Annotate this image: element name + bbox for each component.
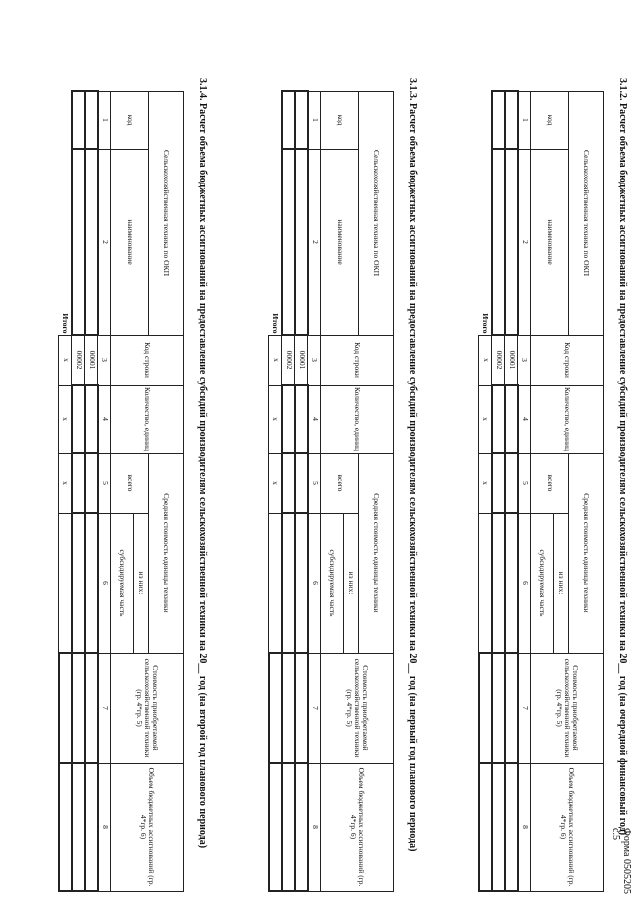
data-cell[interactable] xyxy=(505,763,518,891)
data-cell[interactable] xyxy=(505,653,518,763)
header-code: код xyxy=(321,91,359,149)
column-number: 7 xyxy=(308,653,321,763)
data-cell[interactable] xyxy=(505,385,518,453)
total-budget[interactable] xyxy=(479,763,492,891)
header-total: всего xyxy=(321,453,359,513)
data-cell[interactable] xyxy=(295,763,308,891)
header-of-them: из них: xyxy=(554,513,569,653)
header-acquired-cost: Стоимость приобретаемой сельскохозяйственной техники (гр. 4*гр. 5) xyxy=(531,653,604,763)
data-cell[interactable] xyxy=(85,653,98,763)
total-mark: x xyxy=(479,335,492,385)
total-value[interactable] xyxy=(269,653,282,763)
data-cell[interactable] xyxy=(85,385,98,453)
data-cell[interactable] xyxy=(282,91,295,149)
total-mark: x xyxy=(59,453,72,513)
header-avg-cost: Средняя стоимость единицы техники xyxy=(569,453,604,653)
header-name: наименование xyxy=(531,149,569,335)
column-number: 4 xyxy=(98,385,111,453)
total-row xyxy=(269,91,282,891)
header-name: наименование xyxy=(321,149,359,335)
header-subsidized: субсидируемая часть xyxy=(111,513,134,653)
column-number: 1 xyxy=(308,91,321,149)
header-units: Количество, единиц xyxy=(111,385,184,453)
header-okp-group: Сельскохозяйственная техника по ОКП xyxy=(569,91,604,335)
data-cell[interactable] xyxy=(282,149,295,335)
column-number: 7 xyxy=(518,653,531,763)
header-code: код xyxy=(111,91,149,149)
data-cell[interactable] xyxy=(492,91,505,149)
data-cell[interactable] xyxy=(505,149,518,335)
section-title: 3.1.2. Расчет объема бюджетных ассигнований на предоставление субсидий производителям сельскохозяйственной техники на 20__ год (на очередной финансовый год) xyxy=(617,78,628,836)
data-cell[interactable] xyxy=(72,149,85,335)
data-cell[interactable] xyxy=(85,91,98,149)
table-row xyxy=(505,91,518,891)
header-acquired-cost: Стоимость приобретаемой сельскохозяйственной техники (гр. 4*гр. 5) xyxy=(111,653,184,763)
header-total: всего xyxy=(111,453,149,513)
data-cell[interactable] xyxy=(282,653,295,763)
header-acquired-cost: Стоимость приобретаемой сельскохозяйственной техники (гр. 4*гр. 5) xyxy=(321,653,394,763)
total-value[interactable] xyxy=(59,653,72,763)
data-cell[interactable] xyxy=(295,149,308,335)
data-cell[interactable] xyxy=(295,513,308,653)
column-number: 7 xyxy=(98,653,111,763)
row-code: 00002 xyxy=(282,335,295,385)
calculation-table xyxy=(268,90,394,892)
header-budget: Объем бюджетных ассигнований (гр. 4*гр. 6) xyxy=(111,763,184,891)
column-number: 6 xyxy=(98,513,111,653)
table-row xyxy=(72,91,85,891)
total-row xyxy=(479,91,492,891)
header-code: код xyxy=(531,91,569,149)
column-number: 4 xyxy=(518,385,531,453)
header-units: Количество, единиц xyxy=(531,385,604,453)
header-avg-cost: Средняя стоимость единицы техники xyxy=(359,453,394,653)
column-number: 6 xyxy=(518,513,531,653)
data-cell[interactable] xyxy=(282,763,295,891)
column-number: 5 xyxy=(98,453,111,513)
header-avg-cost: Средняя стоимость единицы техники xyxy=(149,453,184,653)
total-value[interactable] xyxy=(479,653,492,763)
data-cell[interactable] xyxy=(72,653,85,763)
total-mark: x xyxy=(269,335,282,385)
total-budget[interactable] xyxy=(269,763,282,891)
header-of-them: из них: xyxy=(134,513,149,653)
data-cell[interactable] xyxy=(295,653,308,763)
column-number: 4 xyxy=(308,385,321,453)
data-cell[interactable] xyxy=(72,763,85,891)
column-number: 8 xyxy=(98,763,111,891)
header-units: Количество, единиц xyxy=(321,385,394,453)
column-number: 1 xyxy=(518,91,531,149)
header-subsidized: субсидируемая часть xyxy=(321,513,344,653)
header-okp-group: Сельскохозяйственная техника по ОКП xyxy=(149,91,184,335)
section-title: 3.1.3. Расчет объема бюджетных ассигнований на предоставление субсидий производителям сельскохозяйственной техники на 20__ год (на первый год планового периода) xyxy=(407,78,418,852)
column-number: 2 xyxy=(98,149,111,335)
total-label: Итого xyxy=(269,91,282,335)
data-cell[interactable] xyxy=(72,513,85,653)
total-mark: x xyxy=(269,453,282,513)
header-budget: Объем бюджетных ассигнований (гр. 4*гр. 6) xyxy=(531,763,604,891)
total-mark xyxy=(269,513,282,653)
data-cell[interactable] xyxy=(492,453,505,513)
header-row-code: Код строки xyxy=(111,335,184,385)
data-cell[interactable] xyxy=(492,385,505,453)
total-mark: x xyxy=(59,335,72,385)
header-row-code: Код строки xyxy=(321,335,394,385)
total-budget[interactable] xyxy=(59,763,72,891)
data-cell[interactable] xyxy=(505,453,518,513)
column-number: 1 xyxy=(98,91,111,149)
column-number: 5 xyxy=(518,453,531,513)
row-code: 00002 xyxy=(492,335,505,385)
row-code: 00001 xyxy=(295,335,308,385)
total-mark: x xyxy=(479,453,492,513)
table-row xyxy=(295,91,308,891)
column-number: 3 xyxy=(98,335,111,385)
header-total: всего xyxy=(531,453,569,513)
total-mark: x xyxy=(59,385,72,453)
total-label: Итого xyxy=(479,91,492,335)
calculation-table xyxy=(58,90,184,892)
data-cell[interactable] xyxy=(295,453,308,513)
column-number: 2 xyxy=(308,149,321,335)
data-cell[interactable] xyxy=(492,653,505,763)
data-cell[interactable] xyxy=(282,453,295,513)
data-cell[interactable] xyxy=(505,91,518,149)
table-row xyxy=(282,91,295,891)
row-code: 00001 xyxy=(85,335,98,385)
header-budget: Объем бюджетных ассигнований (гр. 4*гр. 6) xyxy=(321,763,394,891)
data-cell[interactable] xyxy=(295,385,308,453)
header-name: наименование xyxy=(111,149,149,335)
data-cell[interactable] xyxy=(72,453,85,513)
column-number: 2 xyxy=(518,149,531,335)
data-cell[interactable] xyxy=(505,513,518,653)
header-okp-group: Сельскохозяйственная техника по ОКП xyxy=(359,91,394,335)
total-mark: x xyxy=(269,385,282,453)
data-cell[interactable] xyxy=(492,763,505,891)
section-title: 3.1.4. Расчет объема бюджетных ассигнований на предоставление субсидий производителям сельскохозяйственной техники на 20__ год (на второй год планового периода) xyxy=(197,78,208,849)
column-number: 3 xyxy=(518,335,531,385)
data-cell[interactable] xyxy=(72,385,85,453)
total-label: Итого xyxy=(59,91,72,335)
row-code: 00001 xyxy=(505,335,518,385)
calculation-table xyxy=(478,90,604,892)
data-cell[interactable] xyxy=(72,91,85,149)
table-row xyxy=(492,91,505,891)
data-cell[interactable] xyxy=(85,453,98,513)
total-mark xyxy=(59,513,72,653)
column-number: 8 xyxy=(308,763,321,891)
data-cell[interactable] xyxy=(282,385,295,453)
form-code: Форма 0505205 с.5 xyxy=(610,828,632,894)
column-number: 6 xyxy=(308,513,321,653)
row-code: 00002 xyxy=(72,335,85,385)
data-cell[interactable] xyxy=(295,91,308,149)
column-number: 8 xyxy=(518,763,531,891)
data-cell[interactable] xyxy=(492,149,505,335)
total-mark: x xyxy=(479,385,492,453)
total-row xyxy=(59,91,72,891)
data-cell[interactable] xyxy=(282,513,295,653)
column-number: 3 xyxy=(308,335,321,385)
data-cell[interactable] xyxy=(492,513,505,653)
data-cell[interactable] xyxy=(85,513,98,653)
total-mark xyxy=(479,513,492,653)
data-cell[interactable] xyxy=(85,763,98,891)
column-number: 5 xyxy=(308,453,321,513)
header-subsidized: субсидируемая часть xyxy=(531,513,554,653)
data-cell[interactable] xyxy=(85,149,98,335)
table-row xyxy=(85,91,98,891)
header-of-them: из них: xyxy=(344,513,359,653)
header-row-code: Код строки xyxy=(531,335,604,385)
